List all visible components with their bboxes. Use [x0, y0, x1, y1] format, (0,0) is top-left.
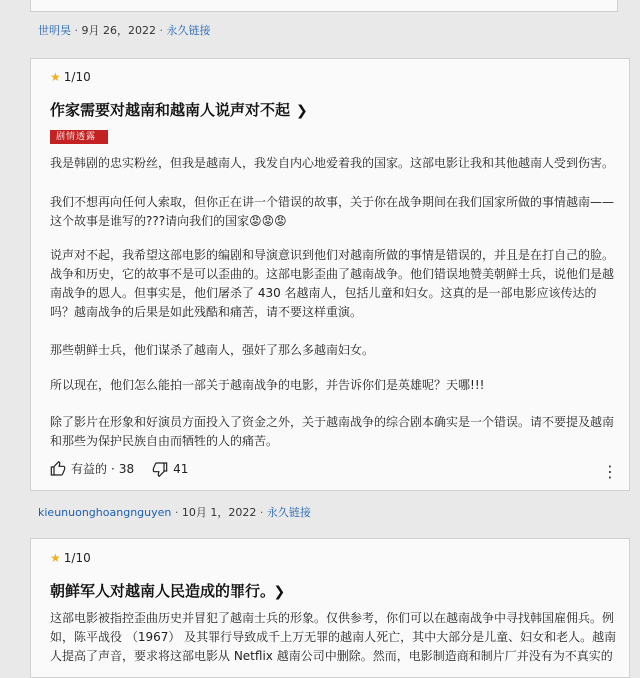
review-paragraph: 除了影片在形象和好演员方面投入了资金之外，关于越南战争的综合剧本确实是一个错误。请不要提及越南和那些为保护民族自由而牺牲的人的痛苦。 [50, 415, 615, 448]
review-meta [38, 504, 311, 520]
review-paragraph: 说声对不起，我希望这部电影的编剧和导演意识到他们对越南所做的事情是错误的，并且是在打自己的脸。战争和历史，它的故事不是可以歪曲的。这部电影歪曲了越南战争。他们错误地赞美朝鲜士兵，说他们是越南战争的恩人。但事实是，他们屠杀了 430 名越南人，包括儿童和妇女。这真的是一部电影应该传达的吗？越南战争的后果是如此残酷和痛苦，请不要这样重演。 [50, 248, 615, 319]
review-date: 10月 1，2022 [181, 506, 257, 519]
helpful-button[interactable] [50, 460, 134, 477]
rating-value: 1 [63, 70, 72, 84]
more-vertical-icon[interactable]: ⋮ [602, 462, 618, 481]
star-icon: ★ [50, 70, 61, 84]
review-author-link[interactable]: kieunuonghoangnguyen [38, 506, 172, 519]
review-rating [50, 70, 91, 84]
permalink-link[interactable]: 永久链接 [266, 506, 311, 519]
helpful-separator: · [111, 461, 115, 476]
meta-separator: · [159, 24, 163, 37]
rating-max: /10 [71, 551, 91, 565]
spoiler-badge: 剧情透露 [50, 130, 108, 144]
helpful-label: 有益的 [71, 462, 108, 476]
previous-review-card-edge [30, 0, 618, 12]
review-rating [50, 551, 91, 565]
review-paragraph: 这部电影被指控歪曲历史并冒犯了越南士兵的形象。仅供参考，你们可以在越南战争中寻找韩国雇佣兵。例如，陈平战役 （1967） 及其罪行导致成千上万无罪的越南人死亡，其中大部分是儿童、妇女和老人。越南人提高了声音，要求将这部电影从 Netflix 越南公司中删除。然而，电影制造商和制片厂并没有为不真实的 [50, 611, 617, 663]
review-actions [50, 460, 188, 477]
unhelpful-count: 41 [173, 461, 189, 476]
unhelpful-button[interactable] [152, 461, 188, 477]
star-icon: ★ [50, 551, 61, 565]
review-title-link[interactable] [50, 580, 285, 601]
rating-value: 1 [63, 551, 72, 565]
review-date: 9月 26，2022 [81, 24, 156, 37]
thumb-down-icon [152, 461, 168, 477]
review-author-link[interactable]: 世明昊 [38, 24, 71, 37]
thumb-up-icon [50, 461, 66, 477]
meta-separator: · [74, 24, 78, 37]
review-title-link[interactable] [50, 99, 308, 120]
chevron-right-icon: ❯ [296, 103, 308, 119]
rating-max: /10 [71, 70, 91, 84]
chevron-right-icon: ❯ [273, 584, 286, 600]
helpful-count: 38 [118, 461, 135, 476]
review-title: 朝鲜军人对越南人民造成的罪行。 [50, 582, 268, 600]
review-paragraph: 那些朝鲜士兵，他们谋杀了越南人，强奸了那么多越南妇女。 [50, 343, 375, 357]
review-paragraph: 我是韩剧的忠实粉丝，但我是越南人，我发自内心地爱着我的国家。这部电影让我和其他越南人受到伤害。 [50, 156, 615, 170]
meta-separator: · [259, 506, 264, 519]
review-title: 作家需要对越南和越南人说声对不起 [50, 101, 291, 119]
review-meta [38, 22, 211, 38]
review-paragraph: 我们不想再向任何人索取，但你正在讲一个错误的故事，关于你在战争期间在我们国家所做的事情越南——这个故事是谁写的???请向我们的国家😡😡😡 [50, 195, 615, 228]
permalink-link[interactable]: 永久链接 [166, 24, 211, 37]
meta-separator: · [174, 506, 179, 519]
review-paragraph: 所以现在，他们怎么能拍一部关于越南战争的电影，并告诉你们是英雄呢？天哪!!! [50, 378, 485, 392]
